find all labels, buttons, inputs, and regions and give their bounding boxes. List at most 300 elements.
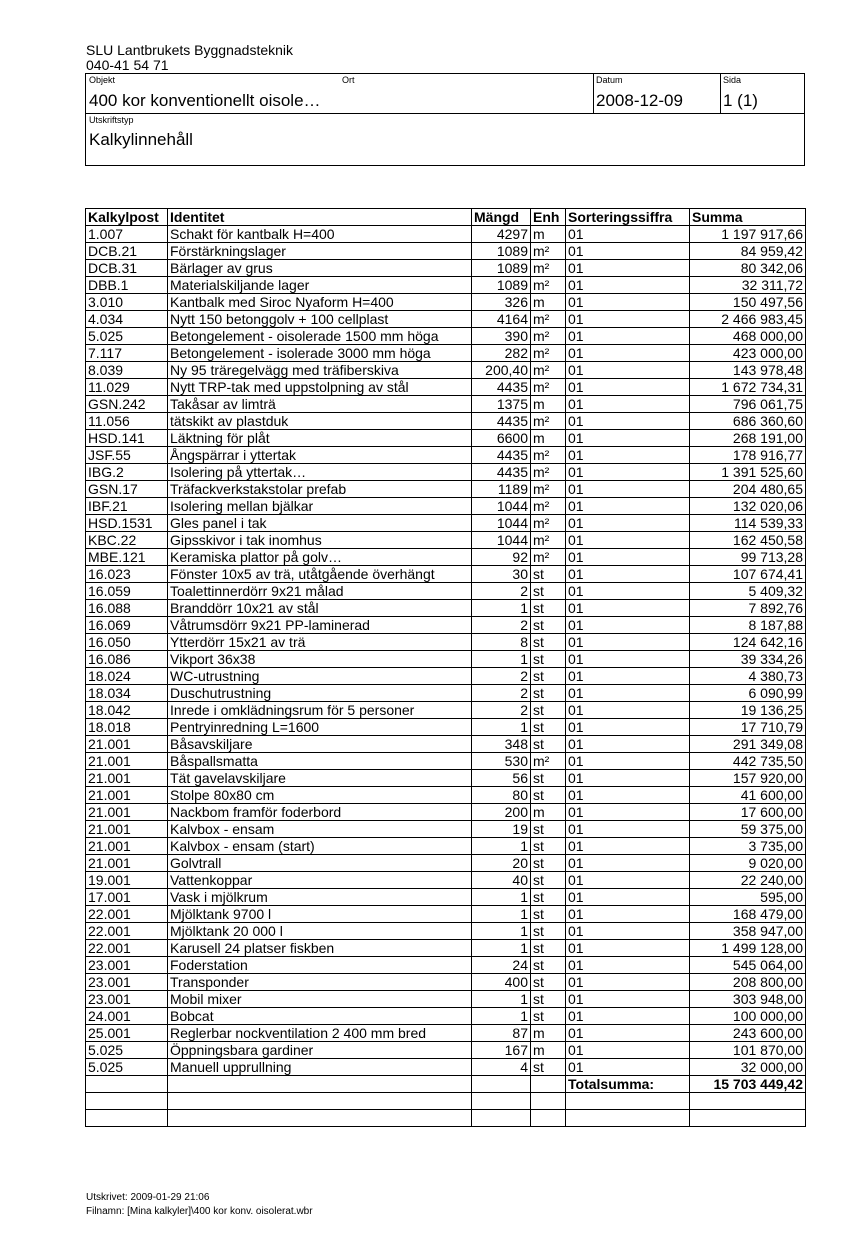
table-row xyxy=(86,328,806,345)
cell-enh: m² xyxy=(531,379,566,396)
cell-kalkylpost: 19.001 xyxy=(86,872,168,889)
cell-enh: st xyxy=(531,719,566,736)
cell-sorteringssiffra: 01 xyxy=(566,481,690,498)
table-row xyxy=(86,838,806,855)
cell-sorteringssiffra: 01 xyxy=(566,1008,690,1025)
cell-mangd: 4164 xyxy=(472,311,531,328)
cell-summa: 101 870,00 xyxy=(690,1042,806,1059)
table-row xyxy=(86,243,806,260)
cell-kalkylpost: GSN.242 xyxy=(86,396,168,413)
cell-mangd: 390 xyxy=(472,328,531,345)
cell-mangd: 1 xyxy=(472,719,531,736)
table-row xyxy=(86,940,806,957)
cell-mangd: 2 xyxy=(472,702,531,719)
document-header-box xyxy=(85,73,805,166)
cell-summa: 5 409,32 xyxy=(690,583,806,600)
cell-summa: 114 539,33 xyxy=(690,515,806,532)
ort-label: Ort xyxy=(342,75,355,85)
cell-enh: st xyxy=(531,583,566,600)
cell-mangd: 30 xyxy=(472,566,531,583)
cell-enh: st xyxy=(531,872,566,889)
table-row xyxy=(86,532,806,549)
cell-identitet: WC-utrustning xyxy=(168,668,472,685)
cell-sorteringssiffra: 01 xyxy=(566,464,690,481)
cell-mangd: 4297 xyxy=(472,226,531,243)
cell-summa: 178 916,77 xyxy=(690,447,806,464)
file-name: Filnamn: [Mina kalkyler]\400 kor konv. oisolerat.wbr xyxy=(86,1206,313,1217)
cell-identitet: Reglerbar nockventilation 2 400 mm bred xyxy=(168,1025,472,1042)
cell-identitet: Bärlager av grus xyxy=(168,260,472,277)
cell-summa: 100 000,00 xyxy=(690,1008,806,1025)
objekt-value: 400 kor konventionellt oisole… xyxy=(89,91,321,110)
cell-kalkylpost: DBB.1 xyxy=(86,277,168,294)
cell-kalkylpost: 18.024 xyxy=(86,668,168,685)
cell-sorteringssiffra: 01 xyxy=(566,651,690,668)
cell-kalkylpost: 3.010 xyxy=(86,294,168,311)
table-row xyxy=(86,1008,806,1025)
cell-summa: 358 947,00 xyxy=(690,923,806,940)
cell-sorteringssiffra: 01 xyxy=(566,583,690,600)
cell-identitet: Pentryinredning L=1600 xyxy=(168,719,472,736)
cell-identitet: Isolering mellan bjälkar xyxy=(168,498,472,515)
cell-summa: 8 187,88 xyxy=(690,617,806,634)
cell-sorteringssiffra: 01 xyxy=(566,311,690,328)
table-row xyxy=(86,1059,806,1076)
table-row xyxy=(86,991,806,1008)
cell-enh: m² xyxy=(531,328,566,345)
cell-enh: m² xyxy=(531,413,566,430)
table-row xyxy=(86,311,806,328)
cell-enh: m xyxy=(531,294,566,311)
printed-timestamp: Utskrivet: 2009-01-29 21:06 xyxy=(86,1192,210,1203)
cell-sorteringssiffra: 01 xyxy=(566,532,690,549)
cell-kalkylpost: 5.025 xyxy=(86,1059,168,1076)
table-row xyxy=(86,804,806,821)
utskriftstyp-value: Kalkylinnehåll xyxy=(89,130,193,149)
cell-kalkylpost: 23.001 xyxy=(86,957,168,974)
table-row xyxy=(86,889,806,906)
cell-kalkylpost: 16.088 xyxy=(86,600,168,617)
cell-summa: 124 642,16 xyxy=(690,634,806,651)
table-row xyxy=(86,617,806,634)
table-row xyxy=(86,702,806,719)
table-row xyxy=(86,362,806,379)
table-row xyxy=(86,481,806,498)
sida-label: Sida xyxy=(723,75,742,85)
cell-enh: st xyxy=(531,1008,566,1025)
sida-value: 1 (1) xyxy=(723,91,758,110)
cell-enh: m² xyxy=(531,549,566,566)
cell-mangd: 92 xyxy=(472,549,531,566)
cell-summa: 19 136,25 xyxy=(690,702,806,719)
table-row xyxy=(86,923,806,940)
cell-sorteringssiffra: 01 xyxy=(566,294,690,311)
cell-mangd: 40 xyxy=(472,872,531,889)
cell-kalkylpost: 1.007 xyxy=(86,226,168,243)
cell-sorteringssiffra: 01 xyxy=(566,328,690,345)
cell-enh: st xyxy=(531,787,566,804)
cell-identitet: Båsavskiljare xyxy=(168,736,472,753)
total-label: Totalsumma: xyxy=(566,1076,690,1093)
cell-mangd: 348 xyxy=(472,736,531,753)
cell-identitet: Betongelement - isolerade 3000 mm höga xyxy=(168,345,472,362)
cell-summa: 99 713,28 xyxy=(690,549,806,566)
cell-summa: 22 240,00 xyxy=(690,872,806,889)
cell-kalkylpost: 23.001 xyxy=(86,974,168,991)
cell-mangd: 200,40 xyxy=(472,362,531,379)
cell-kalkylpost: 16.050 xyxy=(86,634,168,651)
total-value: 15 703 449,42 xyxy=(690,1076,806,1093)
table-row xyxy=(86,294,806,311)
table-row xyxy=(86,1042,806,1059)
cell-identitet: Vask i mjölkrum xyxy=(168,889,472,906)
cell-identitet: Keramiska plattor på golv… xyxy=(168,549,472,566)
cell-summa: 7 892,76 xyxy=(690,600,806,617)
cell-sorteringssiffra: 01 xyxy=(566,243,690,260)
cell-summa: 168 479,00 xyxy=(690,906,806,923)
cell-summa: 1 672 734,31 xyxy=(690,379,806,396)
cell-mangd: 4435 xyxy=(472,447,531,464)
cell-kalkylpost: 21.001 xyxy=(86,736,168,753)
col-header-summa: Summa xyxy=(690,209,806,226)
cell-identitet: Duschutrustning xyxy=(168,685,472,702)
cell-enh: st xyxy=(531,617,566,634)
cell-summa: 157 920,00 xyxy=(690,770,806,787)
cell-enh: m² xyxy=(531,464,566,481)
cell-kalkylpost: 21.001 xyxy=(86,804,168,821)
cell-kalkylpost: HSD.141 xyxy=(86,430,168,447)
cell-summa: 143 978,48 xyxy=(690,362,806,379)
cell-sorteringssiffra: 01 xyxy=(566,821,690,838)
cell-identitet: Betongelement - oisolerade 1500 mm höga xyxy=(168,328,472,345)
cell-sorteringssiffra: 01 xyxy=(566,753,690,770)
cell-enh: st xyxy=(531,736,566,753)
cell-identitet: Ny 95 träregelvägg med träfiberskiva xyxy=(168,362,472,379)
cell-enh: st xyxy=(531,855,566,872)
cell-sorteringssiffra: 01 xyxy=(566,634,690,651)
cell-kalkylpost: 11.029 xyxy=(86,379,168,396)
table-row xyxy=(86,906,806,923)
cell-mangd: 1 xyxy=(472,651,531,668)
cell-enh: m xyxy=(531,1042,566,1059)
cell-sorteringssiffra: 01 xyxy=(566,566,690,583)
cell-summa: 204 480,65 xyxy=(690,481,806,498)
cell-identitet: Toalettinnerdörr 9x21 målad xyxy=(168,583,472,600)
datum-label: Datum xyxy=(596,75,623,85)
cell-identitet: Kalvbox - ensam xyxy=(168,821,472,838)
cell-sorteringssiffra: 01 xyxy=(566,719,690,736)
cell-identitet: Ytterdörr 15x21 av trä xyxy=(168,634,472,651)
cell-sorteringssiffra: 01 xyxy=(566,430,690,447)
cell-sorteringssiffra: 01 xyxy=(566,277,690,294)
cell-summa: 59 375,00 xyxy=(690,821,806,838)
cell-sorteringssiffra: 01 xyxy=(566,396,690,413)
table-row xyxy=(86,447,806,464)
cell-mangd: 19 xyxy=(472,821,531,838)
col-header-enh: Enh xyxy=(531,209,566,226)
cell-summa: 84 959,42 xyxy=(690,243,806,260)
cell-sorteringssiffra: 01 xyxy=(566,702,690,719)
table-row xyxy=(86,549,806,566)
cell-mangd: 1044 xyxy=(472,515,531,532)
cell-mangd: 1375 xyxy=(472,396,531,413)
cell-mangd: 4 xyxy=(472,1059,531,1076)
cell-sorteringssiffra: 01 xyxy=(566,787,690,804)
cell-kalkylpost: 16.059 xyxy=(86,583,168,600)
cell-enh: m² xyxy=(531,481,566,498)
cell-enh: st xyxy=(531,906,566,923)
cell-identitet: Mobil mixer xyxy=(168,991,472,1008)
cell-identitet: Förstärkningslager xyxy=(168,243,472,260)
cell-enh: st xyxy=(531,651,566,668)
cell-enh: st xyxy=(531,685,566,702)
table-row xyxy=(86,430,806,447)
cell-identitet: Takåsar av limträ xyxy=(168,396,472,413)
table-row xyxy=(86,974,806,991)
header-divider-sida xyxy=(720,74,721,114)
cell-sorteringssiffra: 01 xyxy=(566,974,690,991)
cell-enh: st xyxy=(531,821,566,838)
cell-mangd: 87 xyxy=(472,1025,531,1042)
cell-enh: st xyxy=(531,566,566,583)
table-row xyxy=(86,770,806,787)
cell-identitet: Nackbom framför foderbord xyxy=(168,804,472,821)
cell-enh: m² xyxy=(531,260,566,277)
table-row xyxy=(86,753,806,770)
cell-sorteringssiffra: 01 xyxy=(566,1042,690,1059)
cell-sorteringssiffra: 01 xyxy=(566,617,690,634)
cell-identitet: Vikport 36x38 xyxy=(168,651,472,668)
empty-row xyxy=(86,1093,806,1110)
cell-enh: st xyxy=(531,923,566,940)
cell-kalkylpost: IBG.2 xyxy=(86,464,168,481)
cell-enh: st xyxy=(531,702,566,719)
col-header-mangd: Mängd xyxy=(472,209,531,226)
cell-identitet: Transponder xyxy=(168,974,472,991)
calculation-table xyxy=(85,208,806,1127)
cell-sorteringssiffra: 01 xyxy=(566,345,690,362)
cell-summa: 2 466 983,45 xyxy=(690,311,806,328)
cell-summa: 303 948,00 xyxy=(690,991,806,1008)
cell-identitet: Golvtrall xyxy=(168,855,472,872)
cell-mangd: 4435 xyxy=(472,464,531,481)
table-row xyxy=(86,260,806,277)
cell-enh: st xyxy=(531,838,566,855)
cell-identitet: Vattenkoppar xyxy=(168,872,472,889)
cell-kalkylpost: 25.001 xyxy=(86,1025,168,1042)
cell-kalkylpost: 18.018 xyxy=(86,719,168,736)
cell-enh: m² xyxy=(531,498,566,515)
cell-sorteringssiffra: 01 xyxy=(566,1025,690,1042)
cell-summa: 595,00 xyxy=(690,889,806,906)
utskriftstyp-label: Utskriftstyp xyxy=(89,115,134,125)
cell-sorteringssiffra: 01 xyxy=(566,855,690,872)
cell-kalkylpost: 21.001 xyxy=(86,753,168,770)
cell-summa: 423 000,00 xyxy=(690,345,806,362)
cell-mangd: 2 xyxy=(472,583,531,600)
cell-identitet: Gipsskivor i tak inomhus xyxy=(168,532,472,549)
cell-mangd: 1089 xyxy=(472,243,531,260)
cell-mangd: 4435 xyxy=(472,379,531,396)
cell-enh: st xyxy=(531,600,566,617)
cell-enh: m xyxy=(531,804,566,821)
datum-value: 2008-12-09 xyxy=(596,91,683,110)
cell-summa: 545 064,00 xyxy=(690,957,806,974)
table-row xyxy=(86,515,806,532)
cell-summa: 107 674,41 xyxy=(690,566,806,583)
cell-summa: 291 349,08 xyxy=(690,736,806,753)
cell-enh: m xyxy=(531,430,566,447)
cell-identitet: Nytt TRP-tak med uppstolpning av stål xyxy=(168,379,472,396)
cell-kalkylpost: 16.023 xyxy=(86,566,168,583)
cell-kalkylpost: 22.001 xyxy=(86,940,168,957)
cell-enh: m² xyxy=(531,447,566,464)
cell-mangd: 1189 xyxy=(472,481,531,498)
cell-kalkylpost: 22.001 xyxy=(86,923,168,940)
cell-kalkylpost: 7.117 xyxy=(86,345,168,362)
cell-enh: m xyxy=(531,396,566,413)
table-row xyxy=(86,872,806,889)
cell-enh: m² xyxy=(531,515,566,532)
cell-identitet: Gles panel i tak xyxy=(168,515,472,532)
cell-identitet: Ångspärrar i yttertak xyxy=(168,447,472,464)
cell-enh: st xyxy=(531,634,566,651)
cell-identitet: Foderstation xyxy=(168,957,472,974)
cell-enh: m xyxy=(531,1025,566,1042)
cell-sorteringssiffra: 01 xyxy=(566,804,690,821)
header-row-objekt xyxy=(86,74,804,114)
cell-mangd: 326 xyxy=(472,294,531,311)
table-header-row xyxy=(86,209,806,226)
table-row xyxy=(86,277,806,294)
cell-sorteringssiffra: 01 xyxy=(566,872,690,889)
cell-mangd: 2 xyxy=(472,685,531,702)
cell-mangd: 1 xyxy=(472,940,531,957)
cell-kalkylpost: 21.001 xyxy=(86,770,168,787)
cell-sorteringssiffra: 01 xyxy=(566,685,690,702)
cell-sorteringssiffra: 01 xyxy=(566,923,690,940)
cell-kalkylpost: 23.001 xyxy=(86,991,168,1008)
cell-summa: 162 450,58 xyxy=(690,532,806,549)
cell-kalkylpost: 24.001 xyxy=(86,1008,168,1025)
cell-enh: m xyxy=(531,226,566,243)
header-divider-datum xyxy=(593,74,594,114)
cell-enh: st xyxy=(531,1059,566,1076)
cell-summa: 32 311,72 xyxy=(690,277,806,294)
cell-sorteringssiffra: 01 xyxy=(566,668,690,685)
cell-mangd: 167 xyxy=(472,1042,531,1059)
cell-sorteringssiffra: 01 xyxy=(566,260,690,277)
cell-summa: 1 197 917,66 xyxy=(690,226,806,243)
cell-mangd: 1 xyxy=(472,923,531,940)
cell-mangd: 6600 xyxy=(472,430,531,447)
table-row xyxy=(86,685,806,702)
cell-kalkylpost: 4.034 xyxy=(86,311,168,328)
cell-identitet: Bobcat xyxy=(168,1008,472,1025)
cell-sorteringssiffra: 01 xyxy=(566,600,690,617)
cell-kalkylpost: GSN.17 xyxy=(86,481,168,498)
cell-identitet: Branddörr 10x21 av stål xyxy=(168,600,472,617)
cell-kalkylpost: DCB.21 xyxy=(86,243,168,260)
table-row xyxy=(86,821,806,838)
cell-identitet: Schakt för kantbalk H=400 xyxy=(168,226,472,243)
col-header-identitet: Identitet xyxy=(168,209,472,226)
cell-mangd: 1044 xyxy=(472,498,531,515)
cell-kalkylpost: 21.001 xyxy=(86,855,168,872)
cell-summa: 41 600,00 xyxy=(690,787,806,804)
cell-summa: 132 020,06 xyxy=(690,498,806,515)
cell-sorteringssiffra: 01 xyxy=(566,549,690,566)
cell-enh: st xyxy=(531,991,566,1008)
cell-summa: 6 090,99 xyxy=(690,685,806,702)
table-row xyxy=(86,226,806,243)
cell-summa: 17 600,00 xyxy=(690,804,806,821)
cell-mangd: 1 xyxy=(472,1008,531,1025)
cell-mangd: 1 xyxy=(472,838,531,855)
cell-sorteringssiffra: 01 xyxy=(566,736,690,753)
cell-identitet: Kalvbox - ensam (start) xyxy=(168,838,472,855)
table-row xyxy=(86,464,806,481)
table-row xyxy=(86,1025,806,1042)
cell-enh: m² xyxy=(531,311,566,328)
cell-enh: m² xyxy=(531,243,566,260)
cell-identitet: Tät gavelavskiljare xyxy=(168,770,472,787)
company-name: SLU Lantbrukets Byggnadsteknik xyxy=(86,42,294,58)
table-row xyxy=(86,396,806,413)
cell-sorteringssiffra: 01 xyxy=(566,957,690,974)
table-row xyxy=(86,719,806,736)
cell-summa: 32 000,00 xyxy=(690,1059,806,1076)
cell-kalkylpost: MBE.121 xyxy=(86,549,168,566)
cell-mangd: 1089 xyxy=(472,277,531,294)
cell-summa: 80 342,06 xyxy=(690,260,806,277)
table-row xyxy=(86,736,806,753)
table-row xyxy=(86,498,806,515)
cell-identitet: Båspallsmatta xyxy=(168,753,472,770)
table-row xyxy=(86,600,806,617)
cell-identitet: Kantbalk med Siroc Nyaform H=400 xyxy=(168,294,472,311)
cell-summa: 39 334,26 xyxy=(690,651,806,668)
table-row xyxy=(86,583,806,600)
cell-identitet: Öppningsbara gardiner xyxy=(168,1042,472,1059)
cell-kalkylpost: 21.001 xyxy=(86,838,168,855)
cell-mangd: 400 xyxy=(472,974,531,991)
cell-identitet: Läktning för plåt xyxy=(168,430,472,447)
cell-enh: m² xyxy=(531,277,566,294)
cell-mangd: 24 xyxy=(472,957,531,974)
objekt-label: Objekt xyxy=(89,75,116,85)
cell-enh: st xyxy=(531,668,566,685)
cell-identitet: Mjölktank 9700 l xyxy=(168,906,472,923)
cell-summa: 243 600,00 xyxy=(690,1025,806,1042)
col-header-kalkylpost: Kalkylpost xyxy=(86,209,168,226)
cell-kalkylpost: 21.001 xyxy=(86,787,168,804)
cell-mangd: 2 xyxy=(472,617,531,634)
cell-identitet: Isolering på yttertak… xyxy=(168,464,472,481)
cell-enh: m² xyxy=(531,532,566,549)
cell-kalkylpost: 5.025 xyxy=(86,328,168,345)
cell-kalkylpost: 17.001 xyxy=(86,889,168,906)
table-row xyxy=(86,787,806,804)
cell-summa: 686 360,60 xyxy=(690,413,806,430)
cell-kalkylpost: DCB.31 xyxy=(86,260,168,277)
cell-kalkylpost: 22.001 xyxy=(86,906,168,923)
cell-kalkylpost: 8.039 xyxy=(86,362,168,379)
cell-mangd: 530 xyxy=(472,753,531,770)
cell-sorteringssiffra: 01 xyxy=(566,226,690,243)
company-phone: 040-41 54 71 xyxy=(86,57,169,73)
total-row xyxy=(86,1076,806,1093)
